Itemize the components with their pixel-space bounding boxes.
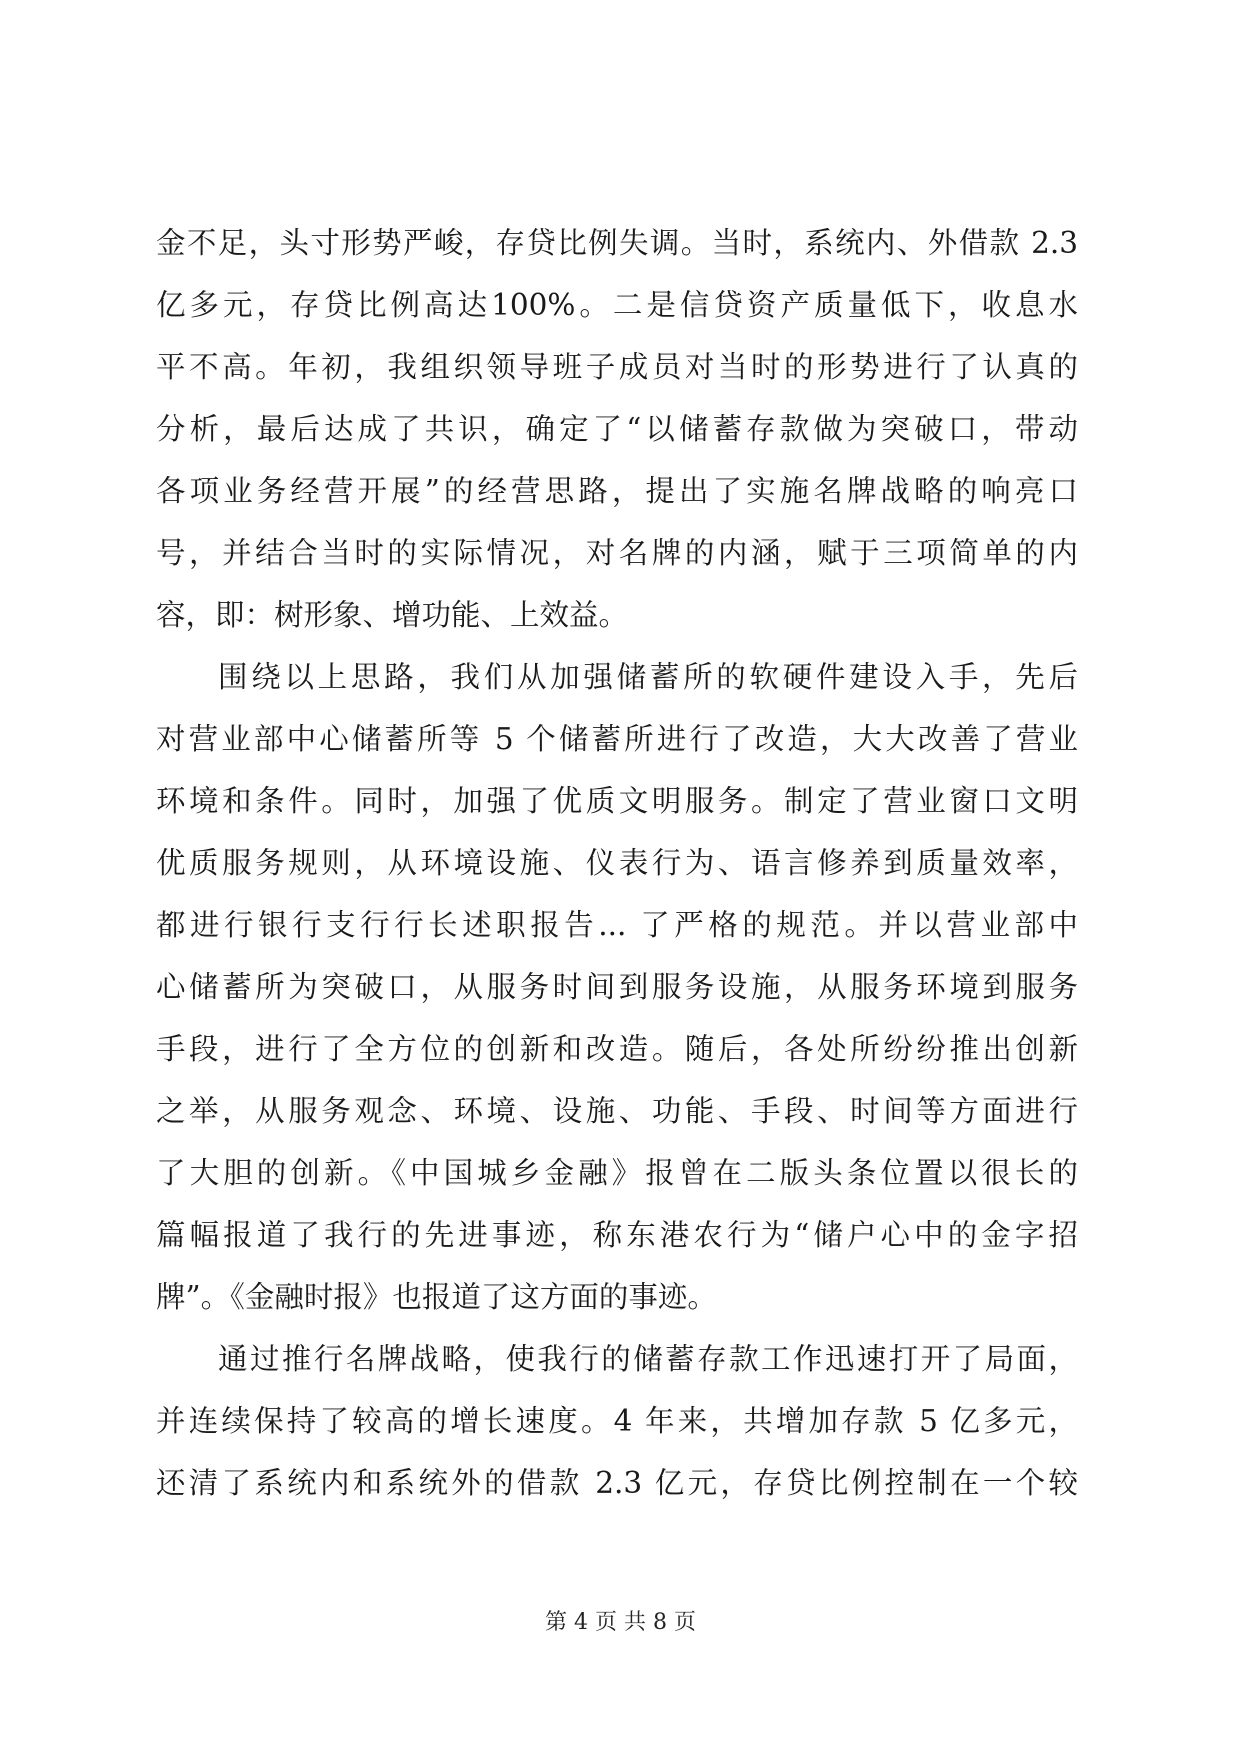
text-line: 金不足，头寸形势严峻，存贷比例失调。当时，系统内、外借款 2.3 [156,226,1078,260]
text-line: 容，即：树形象、增功能、上效益。 [156,598,629,632]
text-line: 各项业务经营开展”的经营思路，提出了实施名牌战略的响亮口 [156,474,1078,508]
text-line: 之举，从服务观念、环境、设施、功能、手段、时间等方面进行 [156,1094,1078,1128]
text-line: 了大胆的创新。《中国城乡金融》报曾在二版头条位置以很长的 [156,1156,1078,1190]
text-line: 亿多元，存贷比例高达100%。二是信贷资产质量低下，收息水 [156,288,1078,322]
text-line: 还清了系统内和系统外的借款 2.3 亿元，存贷比例控制在一个较 [156,1466,1078,1500]
page-footer: 第 4 页 共 8 页 [545,1610,696,1635]
text-line: 优质服务规则，从环境设施、仪表行为、语言修养到质量效率， [156,846,1078,880]
text-line: 对营业部中心储蓄所等 5 个储蓄所进行了改造，大大改善了营业 [156,722,1078,756]
text-line: 通过推行名牌战略，使我行的储蓄存款工作迅速打开了局面， [218,1342,1078,1376]
text-line: 并连续保持了较高的增长速度。4 年来，共增加存款 5 亿多元， [156,1404,1078,1438]
text-line: 都进行银行支行行长述职报告... 了严格的规范。并以营业部中 [156,908,1078,942]
text-line: 围绕以上思路，我们从加强储蓄所的软硬件建设入手，先后 [218,660,1078,694]
text-line: 手段，进行了全方位的创新和改造。随后，各处所纷纷推出创新 [156,1032,1078,1066]
text-line: 牌”。《金融时报》也报道了这方面的事迹。 [156,1280,717,1314]
text-line: 号，并结合当时的实际情况，对名牌的内涵，赋于三项简单的内 [156,536,1078,570]
body-text [156,212,1078,1514]
text-line: 环境和条件。同时，加强了优质文明服务。制定了营业窗口文明 [156,784,1078,818]
text-line: 心储蓄所为突破口，从服务时间到服务设施，从服务环境到服务 [156,970,1078,1004]
text-line: 平不高。年初，我组织领导班子成员对当时的形势进行了认真的 [156,350,1078,384]
text-line: 分析，最后达成了共识，确定了“以储蓄存款做为突破口，带动 [156,412,1078,446]
text-line: 篇幅报道了我行的先进事迹，称东港农行为“储户心中的金字招 [156,1218,1078,1252]
